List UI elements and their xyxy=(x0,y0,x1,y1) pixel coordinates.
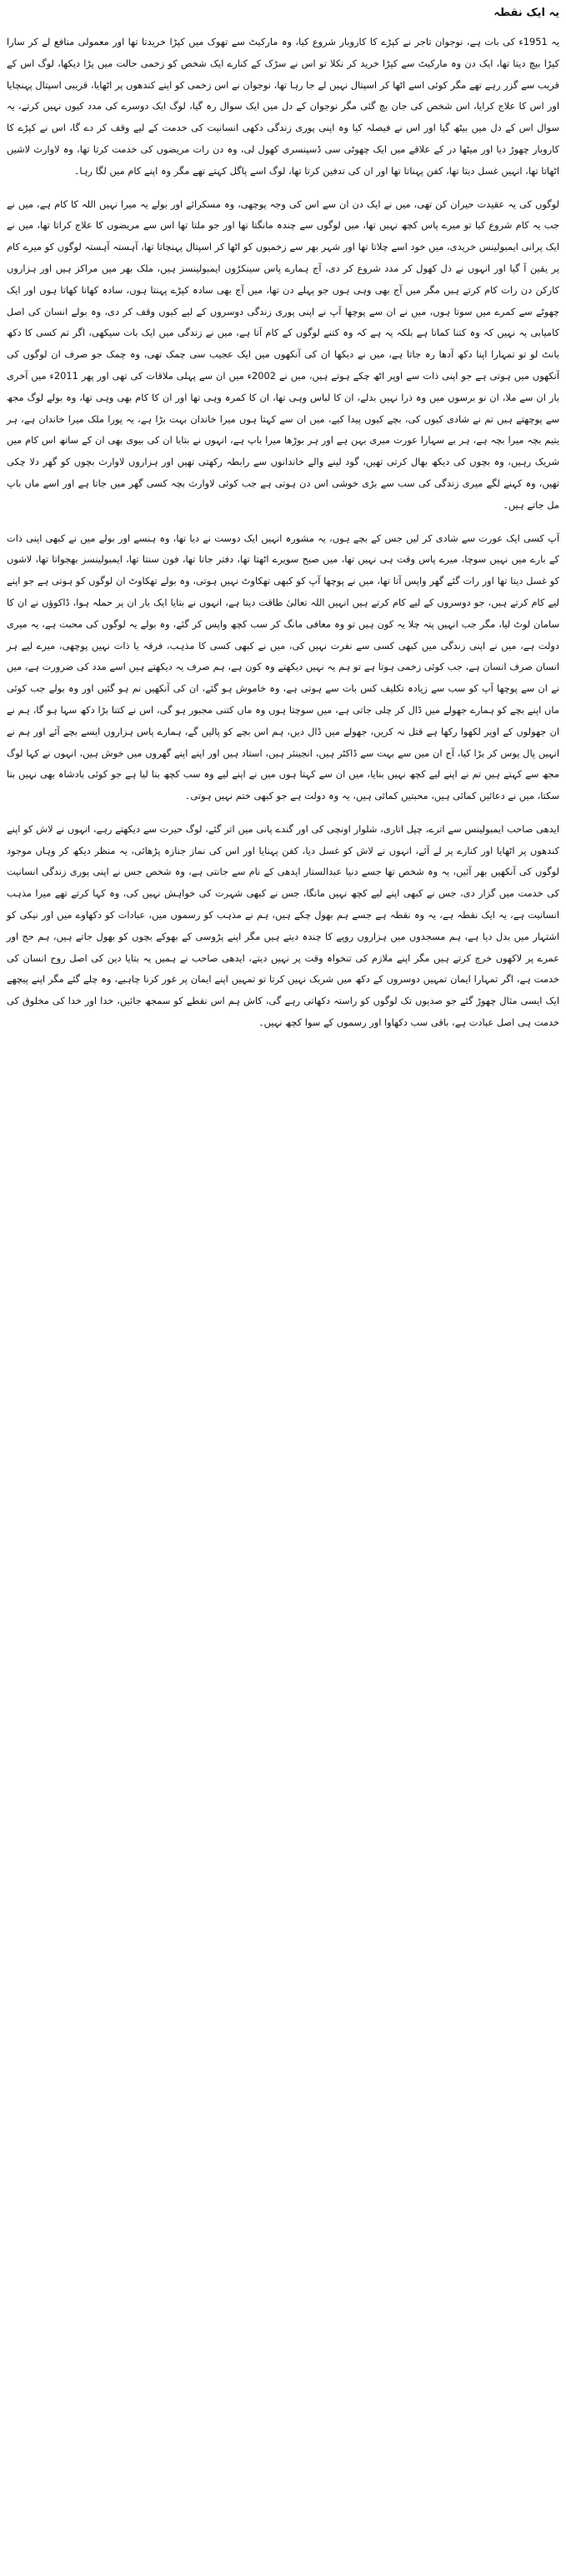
article-title: یہ ایک نقطہ xyxy=(493,7,559,19)
article-paragraph-2: لوگوں کی یہ عقیدت حیران کن تھی، میں نے ایک دن ان سے اس کی وجہ پوچھی، وہ مسکرائے اور بولے یہ میرا نہیں اللہ کا کام ہے، میں نے جب یہ کام شروع کیا تو میرے پاس کچھ نہیں تھا، میں لوگوں سے چندہ مانگتا تھا اور جو ملتا تھا اس سے مریضوں کا علاج کراتا تھا، میں نے ایک پرانی ایمبولینس خریدی، میں خود اسے چلاتا تھا اور شہر بھر سے زخمیوں کو اٹھا کر اسپتال پہنچاتا تھا، آہستہ آہستہ لوگوں کو میرے کام پر یقین آ گیا اور انہوں نے دل کھول کر مدد شروع کر دی، آج ہمارے پاس سینکڑوں ایمبولینسز ہیں، ملک بھر میں مراکز ہیں اور ہزاروں کارکن دن رات کام کرتے ہیں مگر میں آج بھی وہی ہوں جو پہلے دن تھا، میں آج بھی سادہ کپڑے پہنتا ہوں، سادہ کھانا کھاتا ہوں اور ایک چھوٹے سے کمرے میں سوتا ہوں، میں نے ان سے پوچھا آپ نے اپنی پوری زندگی دوسروں کے لیے کیوں وقف کر دی، وہ بولے انسان کی اصل کامیابی یہ نہیں کہ وہ کتنا کماتا ہے بلکہ یہ ہے کہ وہ کتنے لوگوں کے کام آتا ہے، میں نے زندگی میں ایک بات سیکھی، اگر تم کسی کا دکھ بانٹ لو تو تمہارا اپنا دکھ آدھا رہ جاتا ہے، میں نے دیکھا ان کی آنکھوں میں ایک عجیب سی چمک تھی، وہ چمک جو صرف ان لوگوں کی آنکھوں میں ہوتی ہے جو اپنی ذات سے اوپر اٹھ چکے ہوتے ہیں، میں نے 2002ء میں ان سے پہلی ملاقات کی تھی اور پھر 2011ء میں آخری بار ان سے ملا، ان نو برسوں میں وہ ذرا نہیں بدلے، ان کا لباس وہی تھا، ان کا کمرہ وہی تھا اور ان کا کام بھی وہی تھا، وہ بولے لوگ مجھ سے پوچھتے ہیں تم نے شادی کیوں کی، بچے کیوں پیدا کیے، میں ان سے کہتا ہوں میرا خاندان بہت بڑا ہے، یہ پورا ملک میرا خاندان ہے، ہر یتیم بچہ میرا بچہ ہے، ہر بے سہارا عورت میری بہن ہے اور ہر بوڑھا میرا باپ ہے، انہوں نے بتایا ان کی بیوی بھی ان کے ساتھ اس کام میں شریک رہیں، وہ بچوں کی دیکھ بھال کرتی تھیں، گود لینے والے خاندانوں سے رابطہ رکھتی تھیں اور ہزاروں لاوارث بچوں کو گھر دلا چکی تھیں، وہ کہنے لگے میری زندگی کی سب سے بڑی خوشی اس دن ہوتی ہے جب کوئی لاوارث بچہ کسی گھر میں جاتا ہے اور اسے ماں باپ مل جاتے ہیں۔ xyxy=(7,197,559,511)
article-paragraph-4: ایدھی صاحب ایمبولینس سے اترے، چپل اتاری، شلوار اونچی کی اور گندے پانی میں اتر گئے، لوگ حیرت سے دیکھتے رہے، انہوں نے لاش کو اپنے کندھوں پر اٹھایا اور کنارے پر لے آئے، انہوں نے لاش کو غسل دیا، کفن پہنایا اور اس کی نماز جنازہ پڑھائی، یہ منظر دیکھ کر وہاں موجود لوگوں کی آنکھیں بھر آئیں، یہ وہ شخص تھا جسے دنیا عبدالستار ایدھی کے نام سے جانتی ہے، وہ شخص جس نے اپنی پوری زندگی انسانیت کی خدمت میں گزار دی، جس نے کبھی اپنے لیے کچھ نہیں مانگا، جس نے کبھی شہرت کی خواہش نہیں کی، وہ کہا کرتے تھے میرا مذہب انسانیت ہے، یہ ایک نقطہ ہے، یہ وہ نقطہ ہے جسے ہم بھول چکے ہیں، ہم نے مذہب کو رسموں میں، عبادات کو دکھاوے میں اور نیکی کو اشتہار میں بدل دیا ہے، ہم مسجدوں میں ہزاروں روپے کا چندہ دیتے ہیں مگر اپنے پڑوسی کے بھوکے بچوں کو بھول جاتے ہیں، ہم حج اور عمرے پر لاکھوں خرچ کرتے ہیں مگر اپنے ملازم کی تنخواہ وقت پر نہیں دیتے، ایدھی صاحب نے ہمیں یہ بتایا دین کی اصل روح انسان کی خدمت ہے، اگر تمہارا ایمان تمہیں دوسروں کے دکھ میں شریک نہیں کرتا تو تمہیں اپنے ایمان پر غور کرنا چاہیے، وہ چلے گئے مگر اپنے پیچھے ایک ایسی مثال چھوڑ گئے جو صدیوں تک لوگوں کو راستہ دکھاتی رہے گی، کاش ہم اس نقطے کو سمجھ جائیں، خدا اور خدا کی مخلوق کی خدمت ہی اصل عبادت ہے، باقی سب دکھاوا اور رسموں کے سوا کچھ نہیں۔ xyxy=(7,822,559,1029)
article-paragraph-3: آپ کسی ایک عورت سے شادی کر لیں جس کے بچے ہوں، یہ مشورہ انہیں ایک دوست نے دیا تھا، وہ ہنسے اور بولے میں نے کبھی اپنی ذات کے بارے میں نہیں سوچا، میرے پاس وقت ہی نہیں تھا، میں صبح سویرے اٹھتا تھا، دفتر جاتا تھا، فون سنتا تھا، ایمبولینسز بھجواتا تھا، لاشوں کو غسل دیتا تھا اور رات گئے گھر واپس آتا تھا، میں نے پوچھا آپ کو کبھی تھکاوٹ نہیں ہوتی، وہ بولے تھکاوٹ ان لوگوں کو ہوتی ہے جو اپنے لیے کام کرتے ہیں، جو دوسروں کے لیے کام کرتے ہیں انہیں اللہ تعالیٰ طاقت دیتا ہے، انہوں نے بتایا ایک بار ان پر حملہ ہوا، ڈاکوؤں نے ان کا سامان لوٹ لیا، مگر جب انہیں پتہ چلا یہ کون ہیں تو وہ معافی مانگ کر سب کچھ واپس کر گئے، وہ بولے یہ لوگوں کی محبت ہے، یہ میری دولت ہے، میں نے اپنی زندگی میں کبھی کسی سے نفرت نہیں کی، میں نے کبھی کسی کا مذہب، فرقہ یا ذات نہیں پوچھی، میرے لیے ہر انسان صرف انسان ہے، جب کوئی زخمی ہوتا ہے تو ہم یہ نہیں دیکھتے وہ کون ہے، ہم صرف یہ دیکھتے ہیں اسے مدد کی ضرورت ہے، میں نے ان سے پوچھا آپ کو سب سے زیادہ تکلیف کس بات سے ہوتی ہے، وہ خاموش ہو گئے، ان کی آنکھیں نم ہو گئیں اور وہ بولے جب کوئی ماں اپنے بچے کو ہمارے جھولے میں ڈال کر چلی جاتی ہے، میں سوچتا ہوں وہ ماں کتنی مجبور ہو گی، اس نے کتنا بڑا دکھ سہا ہو گا، ہم نے ان جھولوں کے اوپر لکھوا رکھا ہے قتل نہ کریں، جھولے میں ڈال دیں، ہم اس بچے کو پالیں گے، ہمارے پاس ہزاروں ایسے بچے آئے اور ہم نے انہیں پال پوس کر بڑا کیا، آج ان میں سے بہت سے ڈاکٹر ہیں، انجینئر ہیں، استاد ہیں اور اپنے اپنے گھروں میں خوش ہیں، انہوں نے کہا لوگ مجھ سے کہتے ہیں تم نے اپنے لیے کچھ نہیں بنایا، میں ان سے کہتا ہوں میں نے اپنے لیے وہ سب کچھ بنا لیا ہے جو کوئی بادشاہ بھی نہیں بنا سکتا، میں نے دعائیں کمائی ہیں، محبتیں کمائی ہیں، یہ وہ دولت ہے جو کبھی ختم نہیں ہوتی۔ xyxy=(7,532,559,802)
article-paragraph-1: یہ 1951ء کی بات ہے، نوجوان تاجر نے کپڑے کا کاروبار شروع کیا، وہ مارکیٹ سے تھوک میں کپڑا خریدتا تھا اور معمولی منافع لے کر سارا کپڑا بیچ دیتا تھا، ایک دن وہ مارکیٹ سے کپڑا خرید کر نکلا تو اس نے سڑک کے کنارے ایک شخص کو زخمی حالت میں پڑا دیکھا، لوگ اس کے قریب سے گزر رہے تھے مگر کوئی اسے اٹھا کر اسپتال نہیں لے جا رہا تھا، نوجوان نے اس زخمی کو اپنے کندھوں پر اٹھایا، قریبی اسپتال پہنچایا اور اس کا علاج کرایا، اس شخص کی جان بچ گئی مگر نوجوان کے دل میں ایک سوال رہ گیا، لوگ ایک دوسرے کی مدد کیوں نہیں کرتے، یہ سوال اس کے دل میں بیٹھ گیا اور اس نے فیصلہ کیا وہ اپنی پوری زندگی دکھی انسانیت کی خدمت کے لیے وقف کر دے گا، اس نے کپڑے کا کاروبار چھوڑ دیا اور میٹھا در کے علاقے میں ایک چھوٹی سی ڈسپنسری کھول لی، وہ دن رات مریضوں کی خدمت کرتا تھا، وہ لاوارث لاشیں اٹھاتا تھا، انہیں غسل دیتا تھا، کفن پہناتا تھا اور ان کی تدفین کرتا تھا، لوگ اسے پاگل کہتے تھے مگر وہ اپنے کام میں لگا رہا۔ xyxy=(7,36,559,177)
